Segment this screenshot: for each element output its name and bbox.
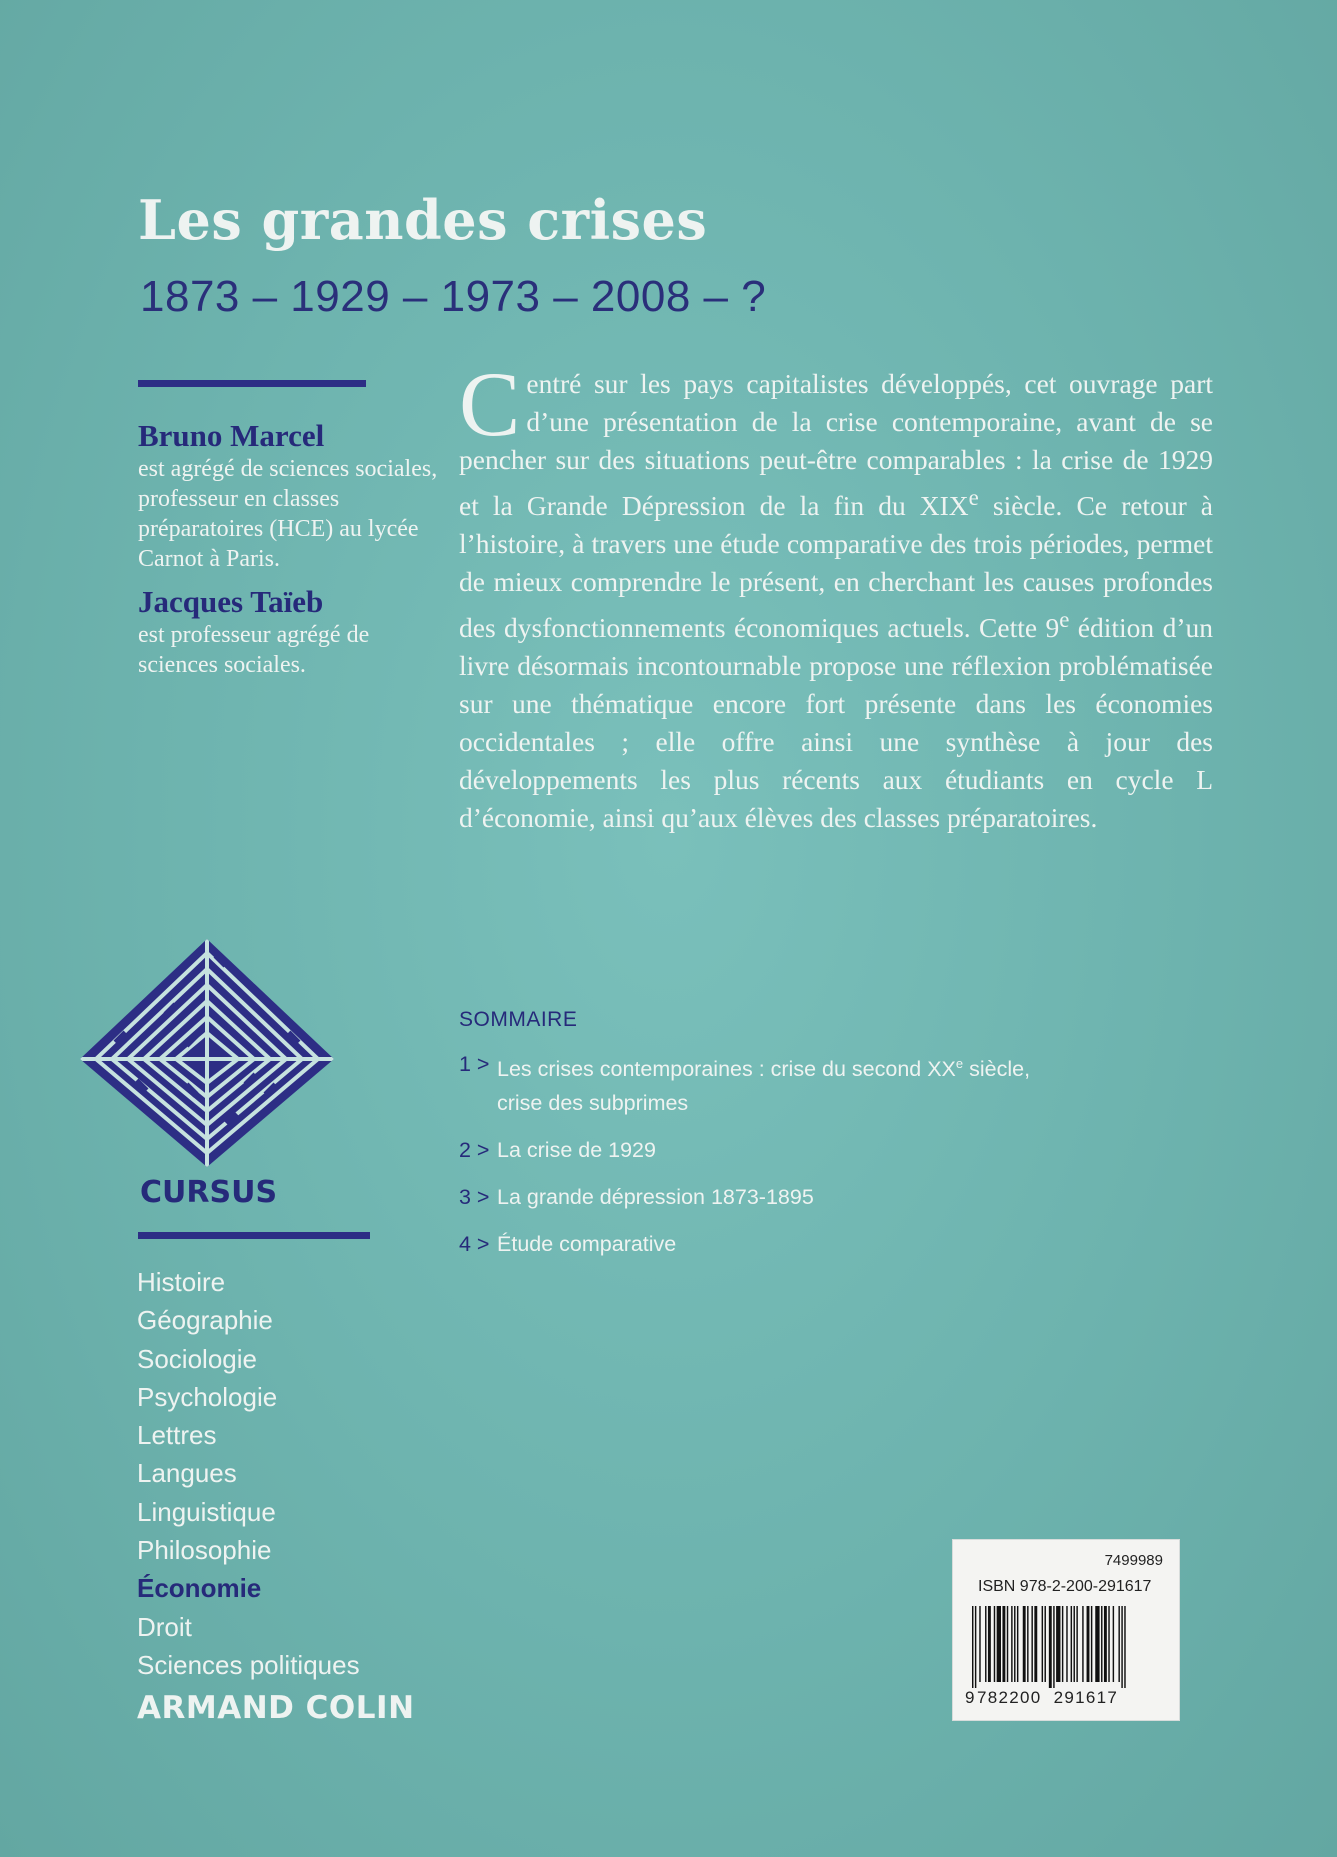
- toc-text: La crise de 1929: [497, 1138, 656, 1163]
- collection-item: Histoire: [137, 1267, 226, 1297]
- barcode-digits: 9 782200 291617: [965, 1688, 1119, 1707]
- collection-item: Linguistique: [137, 1496, 276, 1527]
- collection-item: Lettres: [137, 1420, 217, 1451]
- collection-item: Sciences politiques: [137, 1649, 360, 1680]
- collection-item: Géographie: [137, 1305, 273, 1336]
- collection-item-active: Économie: [137, 1573, 262, 1604]
- maze-pyramid-icon: [76, 935, 338, 1171]
- barcode-bar: [1066, 1606, 1067, 1682]
- collection-list: [137, 1263, 360, 1684]
- collection-item: Sociologie: [137, 1343, 257, 1374]
- barcode-bar: [1091, 1606, 1092, 1682]
- barcode-bar: [1014, 1606, 1015, 1682]
- barcode-bar: [1121, 1606, 1122, 1688]
- description-text: édition d’un livre désormais incontournable propose une réflexion problématisée sur une thématique encore fort présente dans les économies occidentales ; elle offre ainsi une synthèse à jour des développements les plus récents aux étudiants en cycle L d’économie, ainsi qu’aux élèves des classes préparatoires.: [459, 612, 1213, 834]
- drop-cap: C: [459, 353, 521, 455]
- barcode-bar: [1045, 1606, 1046, 1682]
- barcode-bar: [979, 1606, 980, 1682]
- toc-item: [459, 1133, 1219, 1167]
- barcode-bar: [1002, 1606, 1005, 1682]
- barcode-bar: [1027, 1606, 1028, 1682]
- product-code: 7499989: [1104, 1552, 1163, 1569]
- toc-item: [459, 1047, 1219, 1120]
- barcode-bar: [994, 1606, 995, 1682]
- book-description: [459, 353, 1214, 837]
- series-name: CURSUS: [140, 1175, 278, 1210]
- barcode-bar: [1076, 1606, 1077, 1682]
- toc-number: 4 >: [459, 1232, 490, 1257]
- toc-number: 3 >: [459, 1185, 490, 1210]
- barcode-bar: [1011, 1606, 1012, 1682]
- toc-number: 1 >: [459, 1052, 490, 1076]
- collection-item: Droit: [137, 1611, 192, 1642]
- barcode-bar: [1124, 1606, 1125, 1688]
- barcode-bar: [1118, 1606, 1119, 1682]
- author-name: Jacques Taïeb: [138, 584, 324, 619]
- toc-text: Étude comparative: [497, 1232, 677, 1257]
- isbn-text: ISBN 978-2-200-291617: [978, 1578, 1152, 1595]
- barcode-bar: [1074, 1606, 1075, 1682]
- barcode-bar: [1031, 1606, 1032, 1682]
- barcode-bar: [972, 1606, 973, 1688]
- table-of-contents: [459, 1047, 1219, 1274]
- superscript: e: [968, 485, 979, 510]
- description-text: siècle. Ce retour à l’histoire, à travers une étude comparative des trois périodes, permet de mieux comprendre le présent, en cherchant les causes profondes des dysfonctionnements économiques actuels. Cette 9: [459, 490, 1214, 644]
- collection-item: Psychologie: [137, 1381, 278, 1412]
- barcode-bar: [1017, 1606, 1018, 1682]
- barcode-bar: [1113, 1606, 1114, 1682]
- barcode-bar: [1082, 1606, 1083, 1682]
- barcode-bar: [1062, 1606, 1063, 1682]
- barcode-bar: [1095, 1606, 1099, 1682]
- toc-number: 2 >: [459, 1138, 490, 1163]
- barcode-bar: [988, 1606, 991, 1682]
- sommaire-heading: SOMMAIRE: [459, 1008, 578, 1031]
- barcode-bar: [1053, 1606, 1054, 1688]
- barcode-bar: [1034, 1606, 1037, 1682]
- barcode-bar: [1049, 1606, 1052, 1688]
- divider-top: [138, 380, 366, 387]
- barcode-icon: [970, 1606, 1166, 1688]
- collection-item: Langues: [137, 1458, 237, 1489]
- toc-item: [459, 1227, 1219, 1261]
- barcode-bar: [975, 1606, 976, 1688]
- barcode-bar: [1071, 1606, 1072, 1682]
- book-subtitle-years: 1873 – 1929 – 1973 – 2008 – ?: [140, 272, 767, 321]
- author-bio: est professeur agrégé de sciences sociales.: [138, 622, 370, 678]
- barcode-bar: [1101, 1606, 1102, 1682]
- barcode-bar: [1104, 1606, 1107, 1682]
- publisher-logo: ARMAND COLIN: [137, 1690, 415, 1726]
- toc-text: La grande dépression 1873-1895: [497, 1185, 814, 1210]
- barcode-bar: [1042, 1606, 1043, 1682]
- authors-block: [138, 418, 438, 690]
- superscript: e: [1059, 607, 1070, 633]
- barcode-bar: [997, 1606, 1001, 1682]
- toc-item: [459, 1180, 1219, 1214]
- description-text: entré sur les pays capitalistes développés, cet ouvrage part d’une présentation de la crise contemporaine, avant de se pencher sur des situations peut-être comparables : la crise de 1929 et la Grande Dépression de la fin du XIX: [459, 368, 1213, 522]
- barcode-label: [953, 1540, 1179, 1720]
- barcode-bar: [1056, 1606, 1060, 1682]
- barcode-bar: [1023, 1606, 1026, 1682]
- barcode-bar: [1007, 1606, 1008, 1682]
- barcode-bar: [1108, 1606, 1109, 1682]
- divider-series: [138, 1232, 370, 1239]
- toc-text: Les crises contemporaines : crise du second XXe siècle, crise des subprimes: [497, 1056, 1031, 1116]
- barcode-bar: [985, 1606, 986, 1682]
- author-name: Bruno Marcel: [138, 418, 325, 453]
- barcode-bar: [1087, 1606, 1090, 1682]
- author-bio: est agrégé de sciences sociales, professeur en classes préparatoires (HCE) au lycée Carnot à Paris.: [138, 456, 438, 572]
- collection-item: Philosophie: [137, 1535, 272, 1566]
- book-title: Les grandes crises: [138, 188, 708, 252]
